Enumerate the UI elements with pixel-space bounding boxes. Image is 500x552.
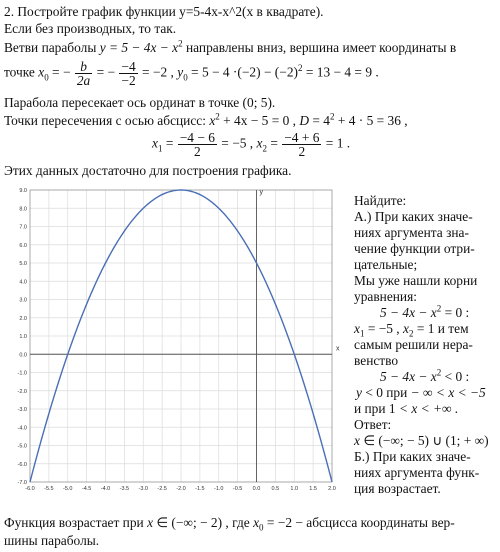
exponent: 2: [330, 111, 335, 122]
variable: x: [354, 321, 360, 336]
fraction-denominator: −2: [121, 73, 136, 88]
fraction-denominator: 2a: [76, 73, 91, 88]
subscript: 2: [408, 328, 414, 339]
intro-line: Если без производных, то так.: [4, 21, 177, 36]
x-intercepts-line: [4, 113, 408, 129]
question-b: ниях аргумента функ-: [354, 465, 480, 480]
text-fragment: = −: [52, 64, 71, 80]
subscript: 1: [157, 143, 163, 154]
text-fragment: = 4: [312, 113, 330, 128]
variable: x: [147, 515, 154, 530]
fraction: [119, 60, 137, 87]
fraction-numerator: −4 − 6: [179, 130, 215, 145]
inequality-text: 5 − 4x − x: [380, 369, 437, 384]
text-fragment: = −2 − абсцисса координаты вер-: [266, 515, 455, 530]
fraction: [282, 131, 321, 158]
chart-ticks: [18, 188, 336, 492]
roots-line: [152, 131, 350, 158]
text-fragment: точке: [4, 64, 35, 80]
question-a: чение функции отри-: [354, 241, 475, 256]
y-intercept-line: Парабола пересекает ось ординат в точке (0; 5).: [4, 95, 276, 110]
variable: x: [403, 321, 409, 336]
text-fragment: + 4 · 5 = 36 ,: [337, 113, 408, 128]
text-fragment: = 13 − 4 = 9 .: [305, 64, 379, 80]
function-formula: y = 5 − 4x − x: [99, 40, 179, 55]
x-tick-label: -4.0: [100, 486, 111, 492]
parabola-chart: [2, 182, 346, 502]
x-tick-label: 1.0: [290, 486, 299, 492]
text-fragment: = 5 − 4 ·(−2) − (−2): [191, 64, 298, 80]
fraction-denominator: 2: [193, 144, 201, 159]
text-fragment: Точки пересечения с осью абсцисс:: [4, 113, 206, 128]
y-tick-label: 8.0: [19, 206, 27, 213]
text-fragment: =: [270, 135, 278, 151]
exponent: 2: [215, 111, 220, 122]
y-tick-label: -1.0: [17, 370, 27, 377]
y-tick-label: -5.0: [17, 443, 27, 450]
x-tick-label: -1.5: [195, 486, 205, 492]
text-fragment: = −: [96, 64, 116, 80]
variable: D: [299, 113, 310, 128]
chart-grid: [30, 190, 332, 482]
question-b: ция возрастает.: [354, 481, 441, 496]
y-tick-label: 4.0: [19, 279, 27, 286]
x-tick-label: -6.0: [25, 486, 35, 492]
variable: y: [177, 64, 184, 80]
question-a: А.) При каких значе-: [354, 209, 473, 224]
x-tick-label: -0.5: [232, 486, 243, 492]
y-tick-label: 3.0: [19, 297, 27, 304]
x-tick-label: 0.0: [252, 486, 261, 492]
text-fragment: < 0 при: [365, 385, 408, 400]
variable: x: [38, 64, 45, 80]
text-fragment: = −2 ,: [142, 64, 174, 80]
x-tick-label: -4.5: [81, 486, 92, 492]
y-tick-label: 7.0: [19, 224, 27, 231]
equation: [354, 305, 498, 321]
answer-text: венство: [354, 353, 399, 368]
variable: x: [256, 135, 263, 151]
text-fragment: Функция возрастает при: [4, 515, 144, 530]
x-tick-label: 2.0: [328, 486, 336, 492]
y-tick-label: 9.0: [19, 188, 27, 194]
question-a: ниях аргумента зна-: [354, 225, 469, 240]
text-fragment: = 1 .: [325, 135, 351, 151]
y-tick-label: -6.0: [17, 461, 27, 468]
answer-text: Мы уже нашли корни: [354, 273, 478, 288]
exponent: 2: [178, 38, 183, 49]
interval: ∈ (−∞; − 2) ,: [156, 515, 229, 530]
text-fragment: где: [232, 515, 250, 530]
variable: x: [152, 135, 158, 151]
subscript: 0: [259, 522, 264, 533]
side-panel: [354, 193, 498, 497]
fraction: [178, 131, 217, 158]
interval: < x < +∞ .: [398, 401, 459, 416]
exponent: 2: [436, 303, 442, 314]
solution: [354, 385, 498, 401]
x-axis-label: x: [336, 345, 340, 353]
x-tick-label: -1.0: [214, 486, 224, 492]
text-fragment: = 1 и тем: [416, 321, 469, 336]
y-tick-label: -4.0: [17, 425, 27, 432]
inequality: [354, 369, 498, 385]
subscript: 2: [262, 143, 267, 154]
variable: x: [354, 433, 360, 448]
y-tick-label: 0.0: [19, 352, 27, 359]
answer-value: [354, 433, 498, 449]
inequality-text: < 0 :: [444, 369, 470, 384]
x-tick-label: -3.0: [138, 486, 148, 492]
x-tick-label: -5.0: [63, 486, 73, 492]
y-tick-label: -3.0: [17, 407, 27, 413]
subscript: 0: [44, 72, 49, 83]
fraction-numerator: −4: [121, 59, 136, 74]
variable: x: [253, 515, 260, 530]
text-fragment: Ветви параболы: [4, 40, 97, 55]
x-tick-label: -3.5: [119, 486, 130, 492]
answer-interval: ∈ (−∞; − 5) ∪ (1; + ∞): [363, 433, 489, 448]
y-tick-label: 5.0: [19, 261, 27, 267]
roots: [354, 321, 498, 337]
interval: − ∞ < x < −5: [410, 385, 486, 400]
text-fragment: =: [165, 135, 174, 151]
y-tick-label: -7.0: [17, 480, 27, 486]
x-tick-label: 0.5: [271, 486, 280, 492]
vertex-note-line: шины параболы.: [4, 533, 100, 548]
exponent: 2: [297, 63, 303, 74]
fraction-denominator: 2: [298, 144, 306, 159]
task-title: 2. Постройте график функции y=5-4x-x^2(x в квадрате).: [4, 4, 324, 19]
question-b: Б.) При каких значе-: [354, 449, 471, 464]
variable: x: [209, 113, 216, 128]
x-tick-label: 1.5: [309, 486, 317, 492]
solution: [354, 401, 498, 417]
text-fragment: и при 1: [354, 401, 396, 416]
vertex-line: [4, 60, 379, 87]
question-a: цательные;: [354, 257, 418, 272]
text-fragment: направлены вниз, вершина имеет координаты в: [185, 40, 457, 55]
enough-data-line: Этих данных достаточно для построения графика.: [4, 163, 292, 178]
text-fragment: = −5 ,: [221, 135, 254, 151]
y-tick-label: 1.0: [19, 334, 27, 340]
subscript: 0: [183, 72, 188, 83]
y-tick-label: -2.0: [17, 388, 27, 395]
y-tick-label: 2.0: [19, 315, 27, 322]
x-tick-label: -2.5: [157, 486, 167, 492]
text-fragment: + 4x − 5 = 0 ,: [223, 113, 296, 128]
variable: y: [356, 385, 362, 400]
x-tick-label: -5.5: [44, 486, 54, 492]
subscript: 1: [359, 328, 365, 339]
fraction: [75, 60, 92, 87]
text-fragment: = −5 ,: [367, 321, 400, 336]
find-heading: Найдите:: [354, 193, 407, 208]
equation-text: = 0 :: [444, 305, 470, 320]
equation-text: 5 − 4x − x: [380, 305, 437, 320]
answer-text: уравнения:: [354, 289, 417, 304]
answer-label: Ответ:: [354, 417, 392, 432]
x-tick-label: -2.0: [176, 486, 186, 492]
answer-text: самым решили нера-: [354, 337, 473, 352]
parabola-branches-line: [4, 40, 456, 56]
increase-line: [4, 515, 455, 531]
y-tick-label: 6.0: [19, 242, 27, 249]
y-axis-label: y: [259, 189, 263, 196]
fraction-numerator: b: [75, 60, 92, 74]
exponent: 2: [436, 367, 442, 378]
fraction-numerator: −4 + 6: [284, 130, 320, 145]
